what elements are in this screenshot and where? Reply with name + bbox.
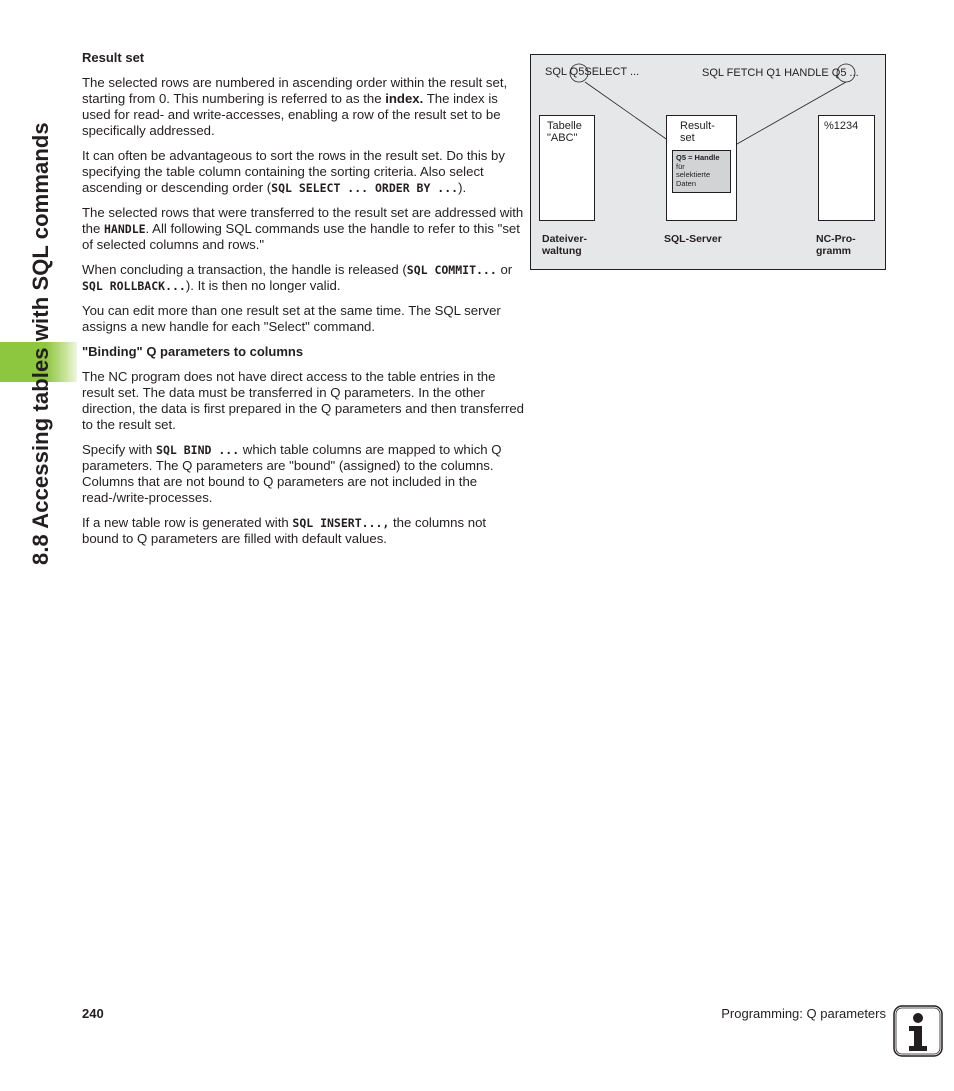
label-file-management	[542, 233, 587, 257]
code-handle: HANDLE	[104, 222, 146, 236]
table-box	[539, 115, 595, 221]
text-run: Tabelle	[547, 120, 582, 132]
q5-label: Q5	[569, 66, 585, 78]
connector-line-select	[585, 82, 679, 148]
nc-program-label: %1234	[824, 120, 859, 132]
text-run: The selected rows that were transferred to the result set are addressed with the	[82, 205, 524, 236]
text-run: It can often be advantageous to sort the rows in the result set. Do this by specifying the table column containing the sorting criteria. Also select ascending or descending order (	[82, 148, 505, 195]
text-run: SQL	[545, 66, 570, 78]
text-run: gramm	[816, 245, 852, 257]
code-rollback: SQL ROLLBACK...	[82, 279, 186, 293]
text-run: Daten	[676, 178, 697, 188]
paragraph-multiple-sets: You can edit more than one result set at the same time. The SQL server assigns a new handle for each "Select" command.	[82, 303, 501, 334]
text-run: Result-	[680, 120, 715, 132]
text-run: ...	[846, 67, 859, 79]
footer-title: Programming: Q parameters	[721, 1006, 886, 1021]
page-number: 240	[82, 1006, 104, 1021]
text-run: set	[680, 132, 695, 144]
table-label	[547, 120, 582, 144]
paragraph-sorting	[82, 148, 526, 196]
code-commit: SQL COMMIT...	[406, 263, 497, 277]
nc-program-box	[818, 115, 875, 221]
text-run: NC-Pro-	[816, 233, 856, 245]
text-run: . All following SQL commands use the handle to refer to this "set of selected columns and rows."	[82, 221, 520, 252]
text-run: the columns not bound to Q parameters are filled with default values.	[82, 515, 487, 546]
main-content	[82, 50, 526, 556]
sql-diagram	[530, 54, 886, 270]
result-set-label	[680, 120, 715, 144]
sql-fetch-command	[702, 67, 859, 79]
text-run: ).	[458, 180, 467, 195]
text-run: waltung	[542, 245, 582, 257]
text-run: SQL FETCH Q1 HANDLE	[702, 67, 832, 79]
sql-select-command	[545, 66, 639, 78]
handle-label	[676, 154, 720, 188]
paragraph-handle	[82, 205, 526, 253]
paragraph-insert	[82, 515, 526, 547]
text-run: The index is used for read- and write-accesses, enabling a row of the result set to be specifically addressed.	[82, 91, 501, 138]
text-run: Dateiver-	[542, 233, 587, 245]
text-run: für	[676, 161, 685, 171]
text-run: ). It is then no longer valid.	[185, 278, 341, 293]
text-run: SELECT ...	[584, 66, 640, 78]
binding-heading: "Binding" Q parameters to columns	[82, 344, 304, 359]
side-section-title: 8.8 Accessing tables with SQL commands	[28, 122, 53, 565]
code-insert: SQL INSERT...,	[292, 516, 390, 530]
code-bind: SQL BIND ...	[156, 443, 240, 457]
text-run: or	[496, 262, 513, 277]
paragraph-nc-access: The NC program does not have direct access to the table entries in the result set. The data must be transferred in Q parameters. In the other direction, the data is first prepared in the Q parameters and then transferred to the result set.	[82, 369, 525, 432]
text-run: which table columns are mapped to which Q parameters. The Q parameters are "bound" (assigned) to the columns. Columns that are not bound to Q parameters are not included in the read-/write-processes.	[82, 442, 502, 505]
text-run: selektierte	[676, 170, 711, 179]
paragraph-index	[82, 75, 526, 139]
label-sql-server: SQL-Server	[664, 233, 722, 245]
q5-label: Q5	[831, 67, 847, 79]
paragraph-transaction	[82, 262, 526, 294]
text-run: Q5 = Handle	[676, 153, 720, 162]
bold-term-index: index.	[385, 91, 424, 106]
info-icon	[893, 1005, 943, 1057]
paragraph-bind	[82, 442, 526, 506]
result-set-heading: Result set	[82, 50, 145, 65]
text-run: "ABC"	[547, 132, 578, 144]
label-nc-program	[816, 233, 856, 257]
code-order-by: SQL SELECT ... ORDER BY ...	[271, 181, 459, 195]
text-run: Specify with	[82, 442, 157, 457]
text-run: If a new table row is generated with	[82, 515, 293, 530]
text-run: When concluding a transaction, the handle is released (	[82, 262, 407, 277]
text-run: The selected rows are numbered in ascending order within the result set, starting from 0. This numbering is referred to as the	[82, 75, 508, 106]
handle-box	[672, 150, 731, 193]
